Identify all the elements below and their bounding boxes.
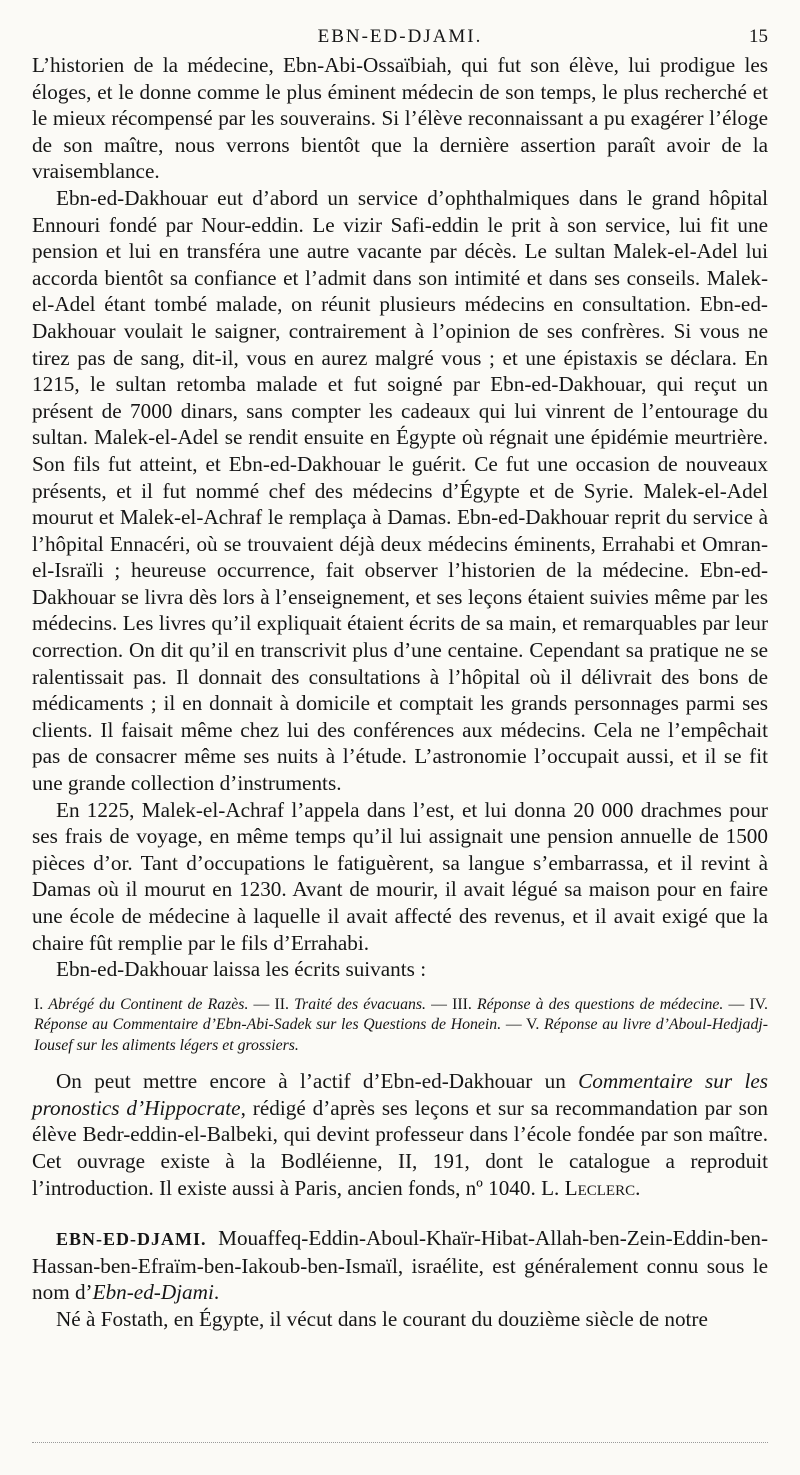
work-item: IV. Réponse au Commentaire d’Ebn-Abi-Sadek sur les Questions de Honein. — [34, 995, 769, 1034]
paragraph-historian: L’historien de la médecine, Ebn-Abi-Ossaïbiah, qui fut son élève, lui prodigue les éloges, et le donne comme le plus éminent médecin de son temps, le plus recherché et le mieux récompensé par les souverains. Si l’élève reconnaissant a pu exagérer l’éloge de son maître, nous verrons bientôt que la dernière assertion paraît avoir de la vraisemblance. — [32, 53, 768, 184]
page — [32, 22, 768, 1333]
work-title: Commentaire sur les pronostics d’Hippocrate — [32, 1069, 768, 1120]
running-head: EBN-ED-DJAMI. — [317, 26, 483, 47]
page-number: 15 — [749, 26, 768, 47]
works-list: I. Abrégé du Continent de Razès. — II. Traité des évacuans. — III. Réponse à des questions de médecine. — IV. Réponse au Commentaire d’Ebn-Abi-Sadek sur les Questions de Honein. — V. Réponse au livre d’Aboul-Hedjadj-Iousef sur les aliments légers et grossiers. — [34, 995, 769, 1054]
entry-name: Ebn-ed-Djami — [92, 1280, 214, 1305]
work-item: I. Abrégé du Continent de Razès. — [34, 995, 249, 1013]
paragraph-later-life: En 1225, Malek-el-Achraf l’appela dans l’est, et lui donna 20 000 drachmes pour ses frais de voyage, en même temps qu’il lui assignait une pension annuelle de 1500 pièces d’or. Tant d’occupations le fatiguèrent, sa langue s’embarrassa, et il revint à Damas où il mourut en 1230. Avant de mourir, il avait légué sa maison pour en faire une école de médecine à laquelle il avait affecté des revenus, et il avait exigé que la chaire fût remplie par le fils d’Errahabi. — [32, 797, 768, 955]
work-item: II. Traité des évacuans. — [274, 995, 426, 1013]
entry-ebn-ed-djami — [32, 1225, 768, 1332]
author-signature: L. Leclerc. — [541, 1175, 641, 1200]
entry-headword: EBN-ED-DJAMI. — [56, 1229, 207, 1250]
page-header — [32, 22, 768, 52]
paragraph-commentary: On peut mettre encore à l’actif d’Ebn-ed-Dakhouar un Commentaire sur les pronostics d’Hippocrate, rédigé d’après ses leçons et sur sa recommandation par son élève Bedr-eddin-el-Balbeki, qui devint professeur dans l’école fondée par son maître. Cet ouvrage existe à la Bodléienne, II, 191, dont le catalogue a reproduit l’introduction. Il existe aussi à Paris, ancien fonds, nº 1040. L. Leclerc. — [32, 1069, 769, 1200]
work-item: V. Réponse au livre d’Aboul-Hedjadj-Iousef sur les aliments légers et grossiers. — [34, 1016, 769, 1054]
paragraph-career: Ebn-ed-Dakhouar eut d’abord un service d’ophthalmiques dans le grand hôpital Ennouri fondé par Nour-eddin. Le vizir Safi-eddin le prit à son service, lui fit une pension et lui en transféra une autre vacante par décès. Le sultan Malek-el-Adel lui accorda bientôt sa confiance et l’admit dans son intimité et dans ses conseils. Malek-el-Adel étant tombé malade, on réunit plusieurs médecins en consultation. Ebn-ed-Dakhouar voulait le saigner, contrairement à l’opinion de ses confrères. Si vous ne tirez pas de sang, dit-il, vous en aurez malgré vous ; et une épistaxis se déclara. En 1215, le sultan retomba malade et fut soigné par Ebn-ed-Dakhouar, qui reçut un présent de 7000 dinars, sans compter les cadeaux qui lui vinrent de l’entourage du sultan. Malek-el-Adel se rendit ensuite en Égypte où régnait une épidémie meurtrière. Son fils fut atteint, et Ebn-ed-Dakhouar le guérit. Ce fut une occasion de nouveaux présents, et il fut nommé chef des médecins d’Égypte et de Syrie. Malek-el-Adel mourut et Malek-el-Achraf le remplaça à Damas. Ebn-ed-Dakhouar reprit du service à l’hôpital Ennacéri, où se trouvaient déjà deux médecins éminents, Errahabi et Omran-el-Israïli ; heureuse occurrence, fait observer l’historien de la médecine. Ebn-ed-Dakhouar se livra dès lors à l’enseignement, et ses leçons étaient suivies même par les médecins. Les livres qu’il expliquait étaient écrits de sa main, et remarquables par leur correction. On dit qu’il en transcrivit plus d’une centaine. Cependant sa pratique ne se ralentissait pas. Il donnait des consultations à l’hôpital où il délivrait des bons de médicaments ; il en donnait à domicile et comptait les grands personnages parmi ses clients. Il faisait même chez lui des conférences aux médecins. Cela ne l’empêchait pas de consacrer même ses nuits à l’étude. L’astronomie l’occupait aussi, et il se fit une grande collection d’instruments. — [32, 185, 768, 796]
work-item: III. Réponse à des questions de médecine. — [452, 995, 724, 1013]
paragraph-writings-intro: Ebn-ed-Dakhouar laissa les écrits suivants : — [56, 957, 427, 982]
footer-rule — [32, 1442, 768, 1443]
entry-intro: EBN-ED-DJAMI. Mouaffeq-Eddin-Aboul-Khaïr-Hibat-Allah-ben-Zein-Eddin-ben-Hassan-ben-Efraïm-ben-Iakoub-ben-Ismaïl, israélite, est généralement connu sous le nom d’Ebn-ed-Djami. — [32, 1226, 768, 1305]
entry-continuation: Né à Fostath, en Égypte, il vécut dans le courant du douzième siècle de notre — [56, 1307, 708, 1332]
